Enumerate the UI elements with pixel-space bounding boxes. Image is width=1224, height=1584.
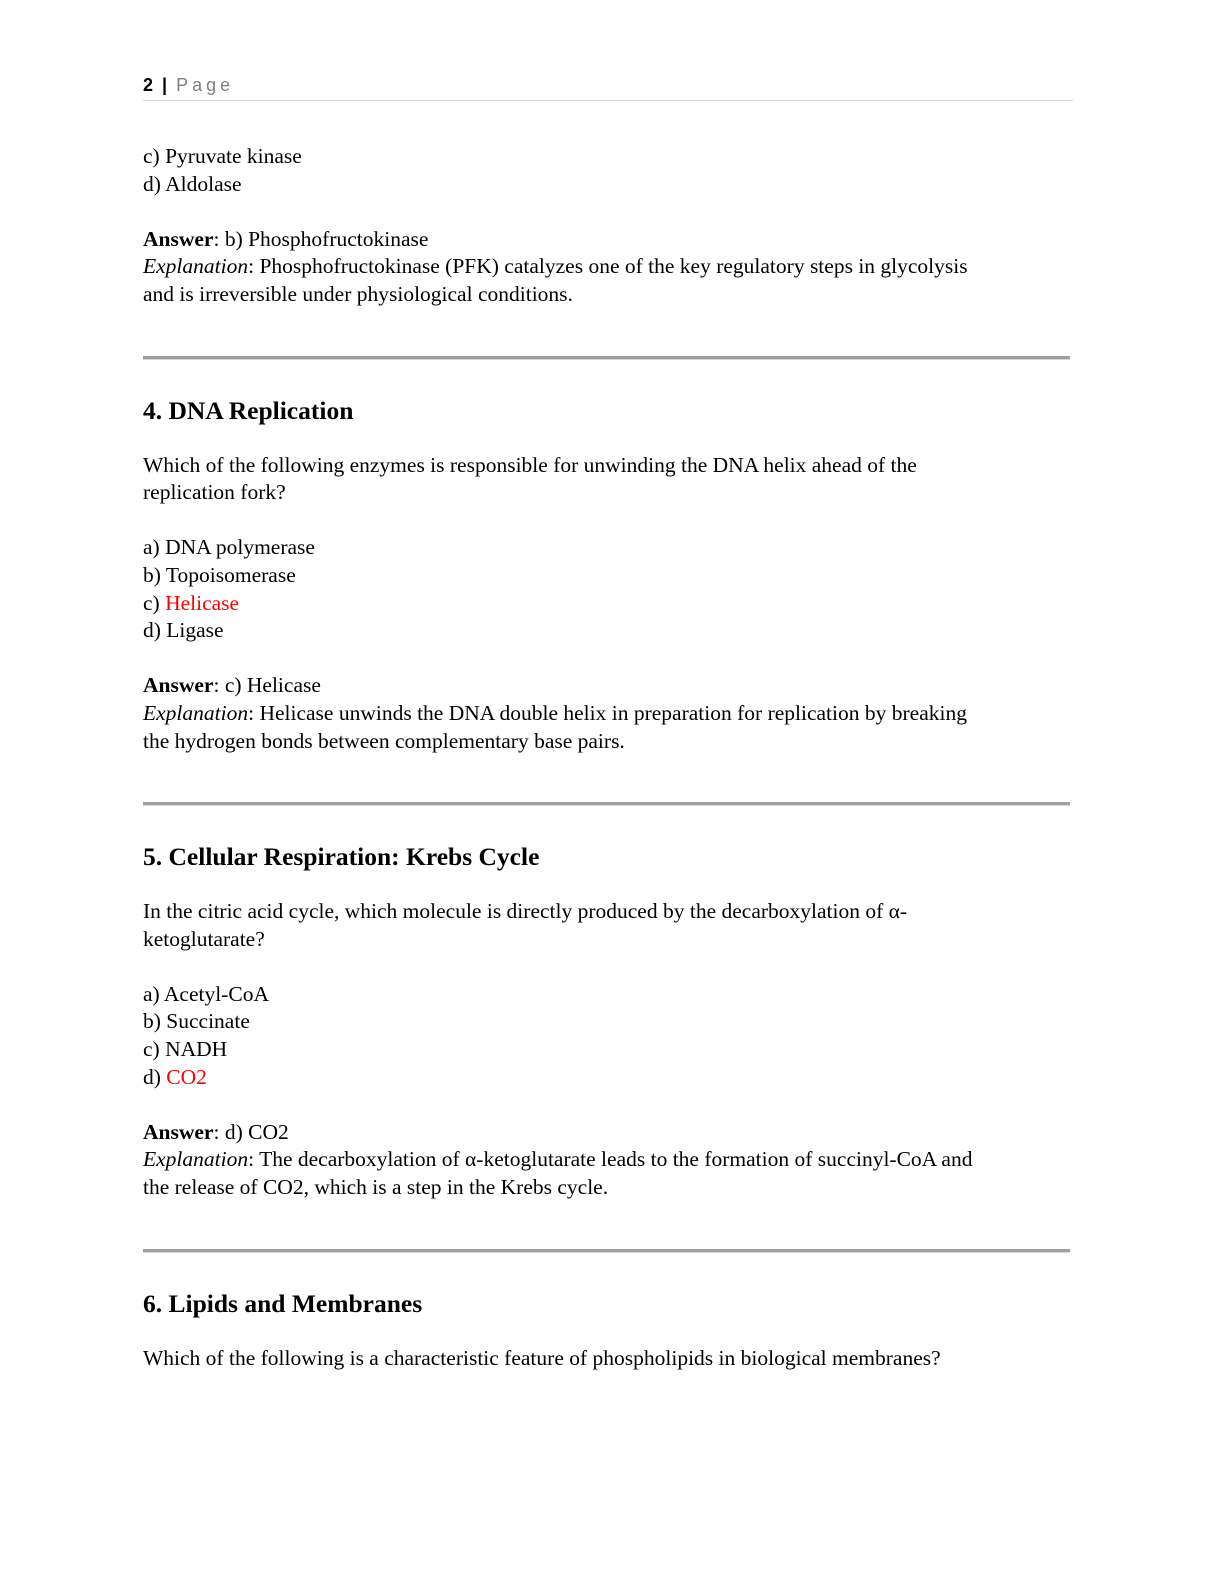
q5-option-b: b) Succinate	[143, 1009, 250, 1034]
q4-answer-value: : c) Helicase	[213, 673, 321, 698]
page-content	[143, 143, 1073, 1372]
q6-heading: 6. Lipids and Membranes	[143, 1288, 423, 1318]
q4-explanation-text1: : Helicase unwinds the DNA double helix in preparation for replication by breaking	[248, 700, 967, 725]
page-header	[143, 72, 1073, 101]
q3-explanation-line1	[143, 253, 1073, 281]
q5-question-line1: In the citric acid cycle, which molecule is directly produced by the decarboxylation of α-	[143, 899, 908, 924]
q5-option-a: a) Acetyl-CoA	[143, 981, 269, 1006]
q5-option-c: c) NADH	[143, 1037, 228, 1062]
q5-explanation-line1	[143, 1146, 1073, 1174]
q4-option-c-text: Helicase	[165, 590, 240, 615]
q5-answer	[143, 1119, 1073, 1147]
page-word: Page	[176, 75, 235, 95]
q3-option-c: c) Pyruvate kinase	[143, 144, 302, 168]
q5-option-d-text: CO2	[166, 1064, 207, 1089]
question-3-tail	[143, 143, 1073, 309]
q6-question-line1: Which of the following is a characteristic feature of phospholipids in biological membranes?	[143, 1345, 941, 1370]
q4-explanation-line2: the hydrogen bonds between complementary base pairs.	[143, 728, 625, 753]
q4-explanation-line1	[143, 700, 1073, 728]
q5-option-d	[143, 1064, 1073, 1092]
q4-option-c	[143, 590, 1073, 618]
q5-option-d-prefix: d)	[143, 1064, 167, 1089]
q5-answer-label: Answer	[143, 1119, 214, 1144]
q5-explanation-label: Explanation	[143, 1147, 249, 1172]
q4-option-c-prefix: c)	[143, 590, 166, 615]
q3-explanation-label: Explanation	[143, 254, 249, 279]
q3-answer-value: : b) Phosphofructokinase	[213, 226, 429, 251]
q3-answer	[143, 226, 1073, 254]
q5-question-line2: ketoglutarate?	[143, 926, 265, 951]
q4-answer-label: Answer	[143, 673, 214, 698]
q3-explanation-line2: and is irreversible under physiological conditions.	[143, 281, 573, 306]
question-5	[143, 842, 1073, 1202]
q5-explanation-text1: : The decarboxylation of α-ketoglutarate leads to the formation of succinyl-CoA and	[248, 1147, 973, 1172]
q4-heading: 4. DNA Replication	[143, 395, 354, 425]
q3-explanation-text1: : Phosphofructokinase (PFK) catalyzes one of the key regulatory steps in glycolysis	[248, 254, 968, 279]
q5-explanation-line2: the release of CO2, which is a step in the Krebs cycle.	[143, 1175, 609, 1200]
q3-option-d: d) Aldolase	[143, 171, 242, 196]
question-4	[143, 396, 1073, 756]
q4-explanation-label: Explanation	[143, 700, 249, 725]
q3-answer-label: Answer	[143, 226, 214, 251]
q5-heading: 5. Cellular Respiration: Krebs Cycle	[143, 842, 540, 872]
q5-answer-value: : d) CO2	[213, 1119, 289, 1144]
header-separator: |	[162, 75, 168, 95]
page-number: 2	[143, 75, 154, 95]
q4-question-line2: replication fork?	[143, 480, 286, 505]
q4-answer	[143, 672, 1073, 700]
q4-option-d: d) Ligase	[143, 618, 224, 643]
question-6	[143, 1289, 1073, 1373]
q4-option-b: b) Topoisomerase	[143, 562, 296, 587]
q4-question-line1: Which of the following enzymes is responsible for unwinding the DNA helix ahead of the	[143, 452, 917, 477]
q4-option-a: a) DNA polymerase	[143, 535, 315, 560]
